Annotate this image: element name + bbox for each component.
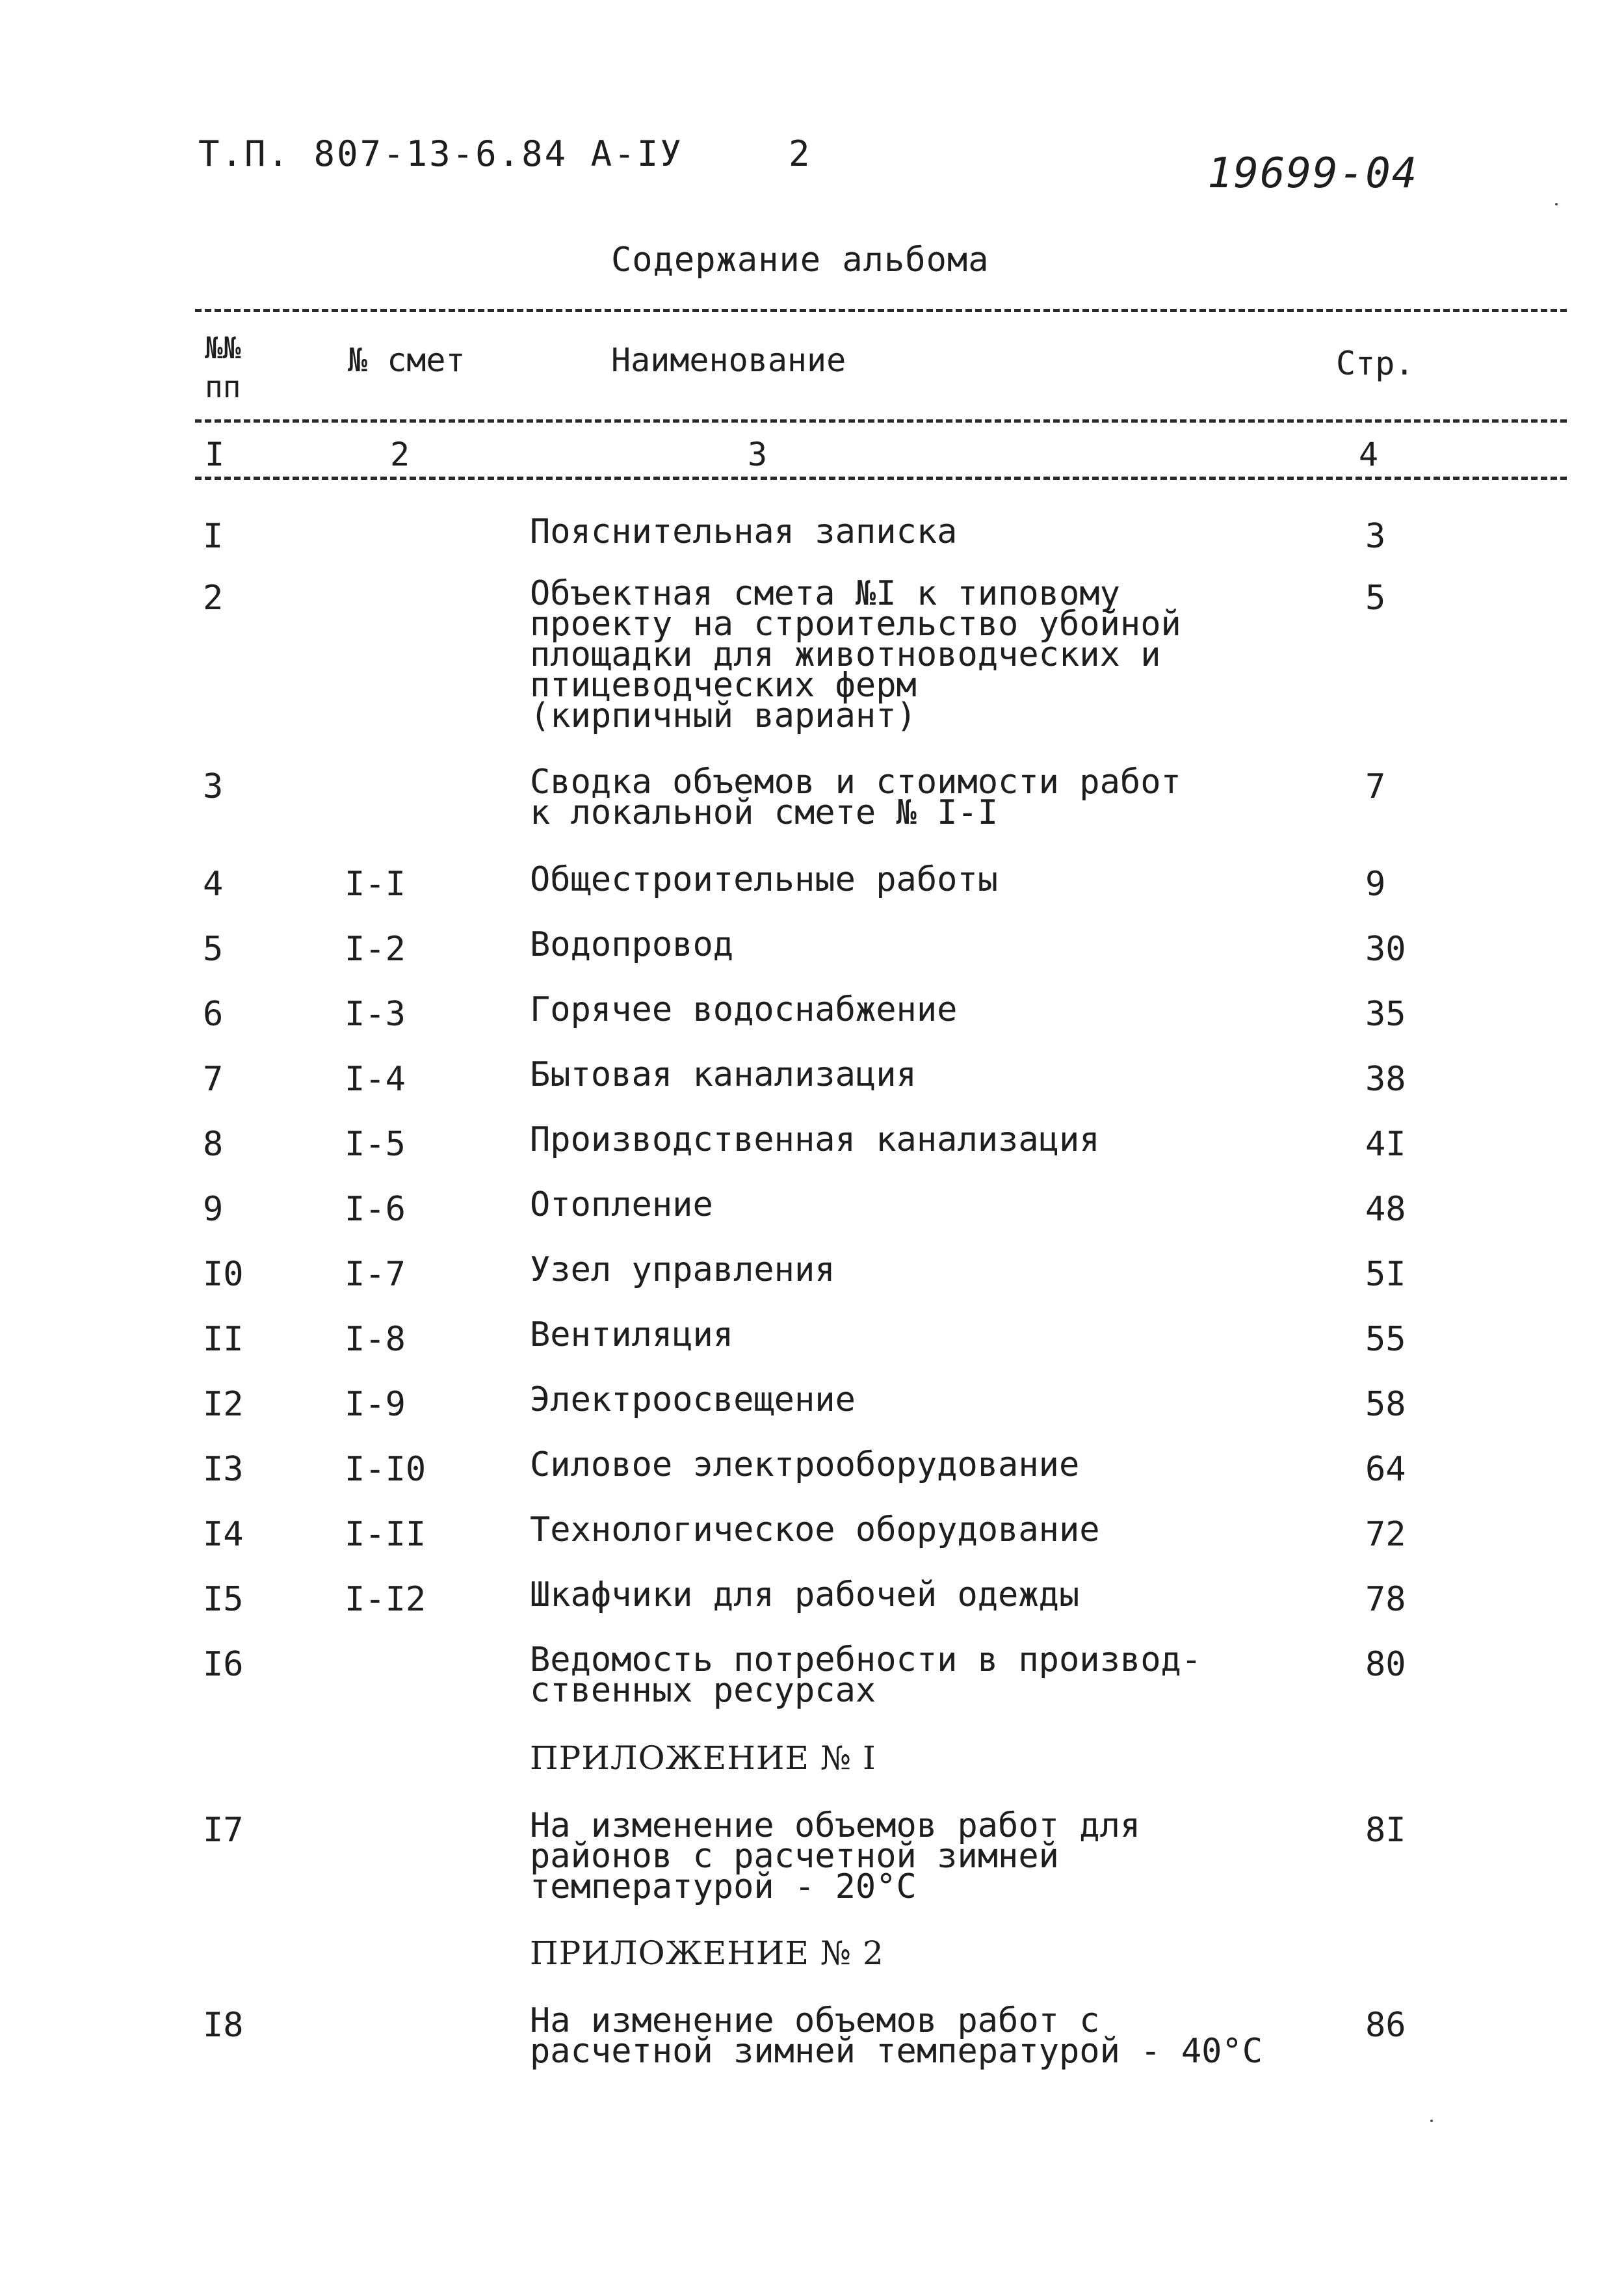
row-number: 3	[203, 767, 224, 806]
row-estimate: I-I0	[345, 1450, 426, 1489]
row-name: Сводка объемов и стоимости работ к локальной смете № I-I	[530, 763, 1181, 832]
row-name: Технологическое оборудование	[530, 1510, 1100, 1549]
row-number: I6	[203, 1645, 244, 1684]
row-number: I2	[203, 1385, 244, 1424]
row-page: 7	[1365, 767, 1386, 806]
appendix-1-heading: ПРИЛОЖЕНИЕ № I	[530, 1739, 876, 1777]
row-page: 80	[1365, 1645, 1406, 1684]
row-page: 5I	[1365, 1255, 1406, 1294]
row-page: 55	[1365, 1320, 1406, 1359]
archive-number: 19699-04	[1207, 150, 1419, 198]
row-page: 64	[1365, 1450, 1406, 1489]
dashed-rule-top	[195, 309, 1567, 312]
row-page: 5	[1365, 579, 1386, 618]
page-number: 2	[789, 133, 810, 174]
row-estimate: I-2	[345, 930, 406, 969]
row-number: I4	[203, 1515, 244, 1554]
row-estimate: I-8	[345, 1320, 406, 1359]
row-number: 8	[203, 1125, 224, 1164]
row-page: 38	[1365, 1060, 1406, 1099]
row-page: 58	[1365, 1385, 1406, 1424]
column-number-1: I	[205, 436, 225, 473]
column-header-estimate: № смет	[348, 341, 465, 379]
row-number: I3	[203, 1450, 244, 1489]
row-number: I8	[203, 2006, 244, 2045]
row-name: Отопление	[530, 1185, 713, 1224]
row-estimate: I-II	[345, 1515, 426, 1554]
row-name: Электроосвещение	[530, 1380, 856, 1419]
row-name: На изменение объемов работ для районов с расчетной зимней температурой - 20°С	[530, 1806, 1141, 1906]
row-estimate: I-3	[345, 995, 406, 1034]
row-name: Объектная смета №I к типовому проекту на строительство убойной площадки для животноводческих и птицеводческих ферм (кирпичный вариант)	[530, 574, 1181, 735]
dashed-rule-header	[195, 419, 1567, 423]
row-estimate: I-5	[345, 1125, 406, 1164]
row-number: 7	[203, 1060, 224, 1099]
row-number: 9	[203, 1190, 224, 1229]
row-name: Шкафчики для рабочей одежды	[530, 1575, 1080, 1614]
row-name: Ведомость потребности в производ- ственных ресурсах	[530, 1640, 1202, 1710]
scan-speck	[1555, 203, 1558, 205]
row-estimate: I-4	[345, 1060, 406, 1099]
row-page: 72	[1365, 1515, 1406, 1554]
row-number: 5	[203, 930, 224, 969]
album-title: Содержание альбома	[611, 241, 989, 280]
row-number: I5	[203, 1580, 244, 1619]
row-page: 30	[1365, 930, 1406, 969]
column-number-2: 2	[390, 436, 410, 473]
row-number: II	[203, 1320, 244, 1359]
row-number: 2	[203, 579, 224, 618]
row-page: 9	[1365, 865, 1386, 904]
row-name: Вентиляция	[530, 1315, 734, 1354]
column-number-3: 3	[748, 436, 768, 473]
dashed-rule-numbers	[195, 477, 1567, 480]
appendix-2-heading: ПРИЛОЖЕНИЕ № 2	[530, 1934, 884, 1972]
row-name: Бытовая канализация	[530, 1055, 917, 1094]
row-number: I0	[203, 1255, 244, 1294]
document-code: Т.П. 807-13-6.84 А-IУ	[198, 133, 683, 174]
row-page: 4I	[1365, 1125, 1406, 1164]
row-estimate: I-6	[345, 1190, 406, 1229]
row-page: 86	[1365, 2006, 1406, 2045]
row-number: I7	[203, 1811, 244, 1850]
column-header-page: Стр.	[1336, 345, 1415, 382]
row-number: 4	[203, 865, 224, 904]
row-name: Силовое электрооборудование	[530, 1445, 1080, 1484]
row-name: Производственная канализация	[530, 1120, 1100, 1159]
row-name: Горячее водоснабжение	[530, 990, 958, 1029]
column-header-number: №№ пп	[205, 330, 241, 404]
row-name: Общестроительные работы	[530, 860, 999, 899]
scan-speck	[1430, 2120, 1433, 2122]
row-number: 6	[203, 995, 224, 1034]
row-estimate: I-I2	[345, 1580, 426, 1619]
row-page: 48	[1365, 1190, 1406, 1229]
row-page: 78	[1365, 1580, 1406, 1619]
column-number-4: 4	[1359, 436, 1379, 473]
row-page: 8I	[1365, 1811, 1406, 1850]
row-name: Узел управления	[530, 1250, 835, 1289]
row-estimate: I-7	[345, 1255, 406, 1294]
row-estimate: I-I	[345, 865, 406, 904]
row-name: На изменение объемов работ с расчетной зимней температурой - 40°С	[530, 2001, 1263, 2071]
row-estimate: I-9	[345, 1385, 406, 1424]
row-name: Водопровод	[530, 925, 734, 964]
row-name: Пояснительная записка	[530, 512, 958, 551]
column-header-name: Наименование	[611, 341, 846, 379]
row-page: 35	[1365, 995, 1406, 1034]
row-number: I	[203, 517, 224, 556]
row-page: 3	[1365, 517, 1386, 556]
